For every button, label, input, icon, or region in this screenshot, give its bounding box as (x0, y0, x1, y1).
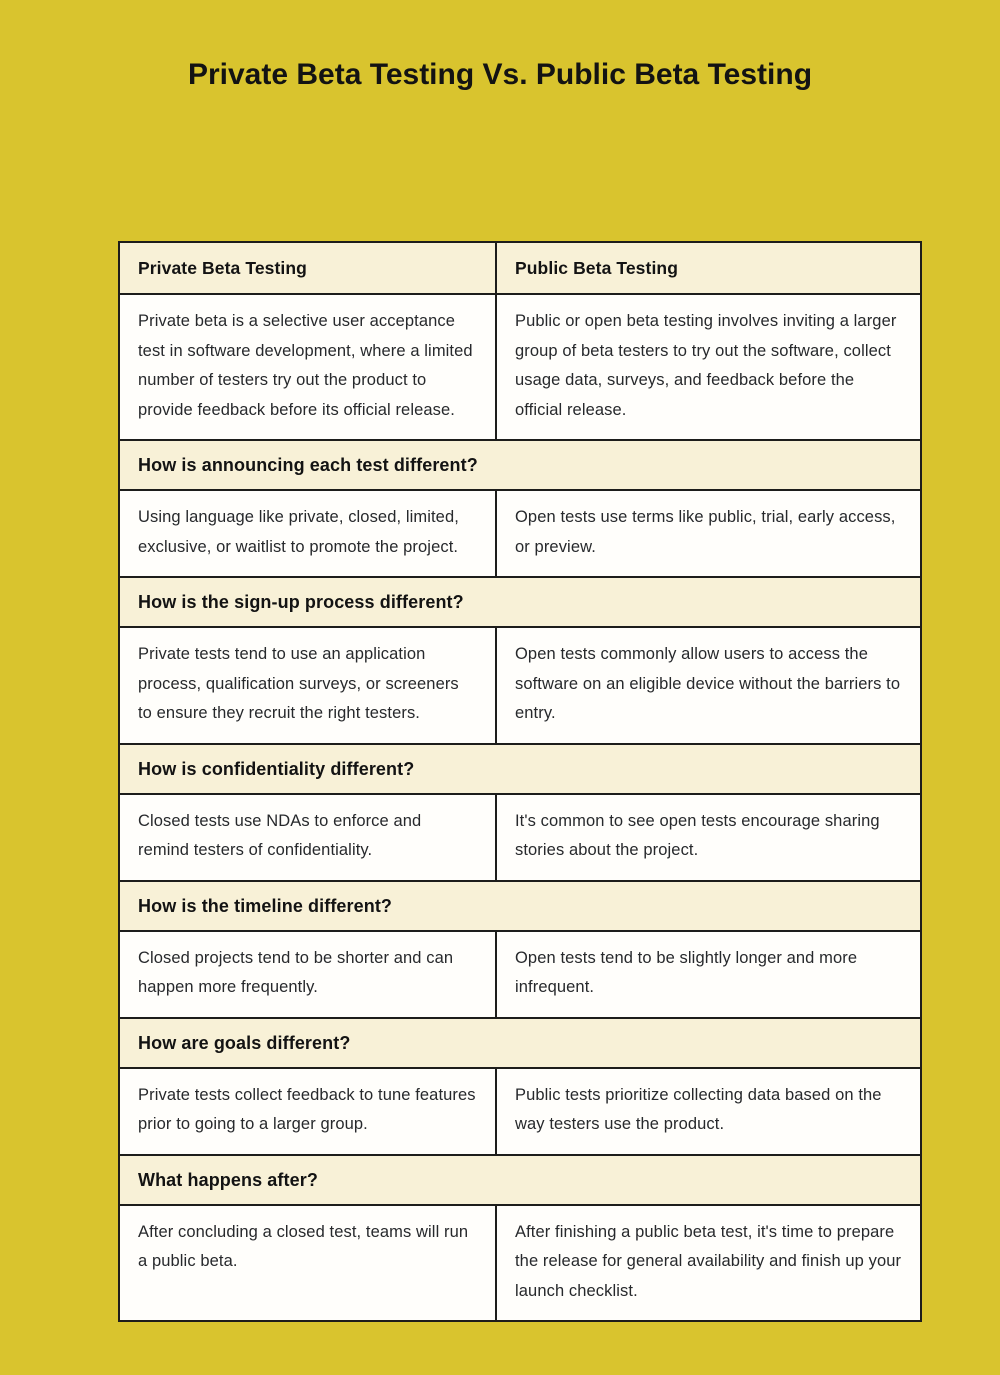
table-header-row (120, 243, 920, 293)
page-title: Private Beta Testing Vs. Public Beta Testing (187, 58, 813, 91)
table-row-confidentiality (120, 793, 920, 880)
table-row-after (120, 1204, 920, 1321)
page (0, 55, 1000, 1375)
public-definition-cell: Public or open beta testing involves inviting a larger group of beta testers to try out the software, collect usage data, surveys, and feedback before the official release. (515, 312, 897, 419)
public-announcing-cell: Open tests use terms like public, trial, early access, or preview. (515, 508, 896, 556)
table-row-signup (120, 626, 920, 743)
section-question-signup: How is the sign-up process different? (120, 576, 920, 626)
public-after-cell: After finishing a public beta test, it's time to prepare the release for general availability and finish up your launch checklist. (515, 1222, 902, 1300)
table-row-goals (120, 1067, 920, 1154)
private-definition-cell: Private beta is a selective user acceptance test in software development, where a limited number of testers try out the product to provide feedback before its official release. (120, 295, 497, 439)
public-confidentiality-cell: It's common to see open tests encourage sharing stories about the project. (515, 811, 880, 859)
public-signup-cell: Open tests commonly allow users to access the software on an eligible device without the barriers to entry. (515, 645, 901, 722)
private-timeline-cell: Closed projects tend to be shorter and can happen more frequently. (120, 932, 497, 1017)
private-after-cell: After concluding a closed test, teams will run a public beta. (120, 1206, 497, 1321)
public-timeline-cell: Open tests tend to be slightly longer and more infrequent. (515, 948, 858, 996)
section-question-goals: How are goals different? (120, 1017, 920, 1067)
section-question-confidentiality: How is confidentiality different? (120, 743, 920, 793)
private-announcing-cell: Using language like private, closed, limited, exclusive, or waitlist to promote the project. (120, 491, 497, 576)
private-goals-cell: Private tests collect feedback to tune features prior to going to a larger group. (120, 1069, 497, 1154)
private-confidentiality-cell: Closed tests use NDAs to enforce and remind testers of confidentiality. (120, 795, 497, 880)
private-signup-cell: Private tests tend to use an application process, qualification surveys, or screeners to ensure they recruit the right testers. (120, 628, 497, 743)
column-header-private: Private Beta Testing (120, 243, 497, 293)
section-question-after: What happens after? (120, 1154, 920, 1204)
table-row-timeline (120, 930, 920, 1017)
section-question-announcing: How is announcing each test different? (120, 439, 920, 489)
section-question-timeline: How is the timeline different? (120, 880, 920, 930)
table-row-announcing (120, 489, 920, 576)
table-row-definitions (120, 293, 920, 439)
comparison-table (118, 241, 922, 1322)
public-goals-cell: Public tests prioritize collecting data based on the way testers use the product. (515, 1085, 882, 1133)
column-header-public: Public Beta Testing (497, 243, 920, 293)
